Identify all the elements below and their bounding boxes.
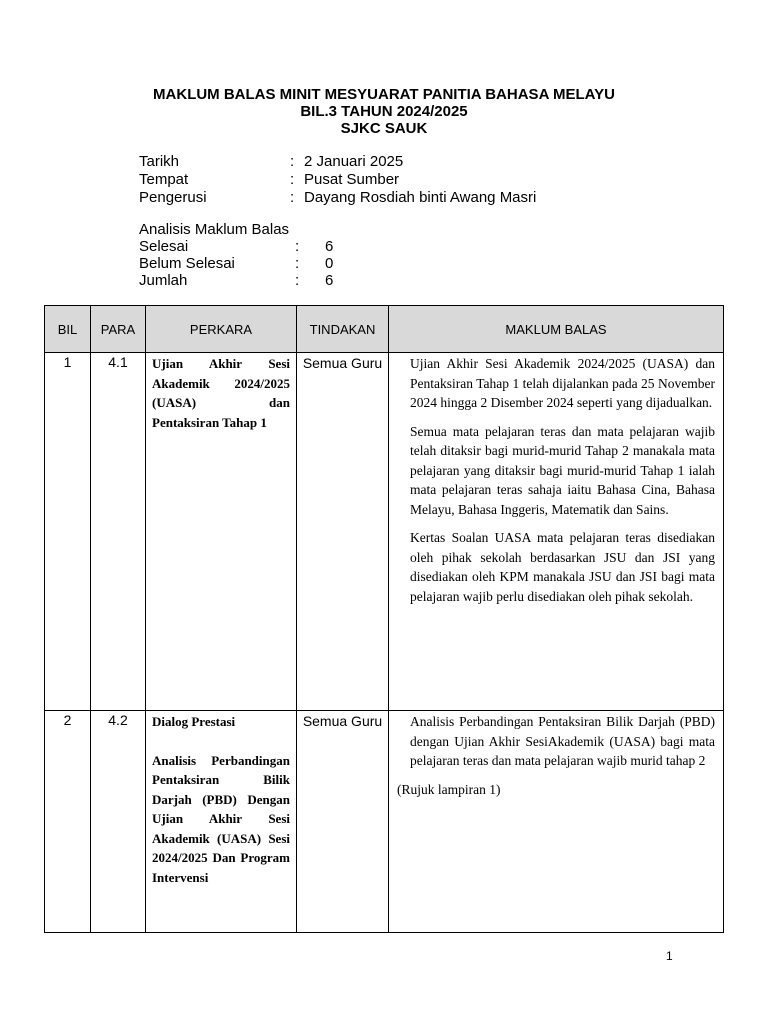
feedback-item [397,528,715,606]
column-header-para: PARA [91,306,146,353]
cell-perkara [146,353,297,711]
cell-tindakan: Semua Guru [297,353,389,711]
table-header-row [45,306,724,353]
perkara-title: Dialog Prestasi [152,714,236,729]
table-row [45,711,724,933]
header-title: MAKLUM BALAS MINIT MESYUARAT PANITIA BAHASA MELAYU [153,86,615,103]
cell-perkara [146,711,297,933]
analisis-colon: : [295,238,300,255]
analisis-value: 6 [325,238,334,255]
info-colon: : [290,171,295,188]
maklum-balas-table [44,305,724,933]
cell-maklum-balas [389,711,724,933]
cell-para: 4.1 [91,353,146,711]
info-label: Tarikh [139,153,180,170]
table-row [45,353,724,711]
cell-maklum-balas [389,353,724,711]
feedback-text: Analisis Perbandingan Pentaksiran Bilik Darjah (PBD) dengan Ujian Akhir SesiAkademik (UASA) bagi mata pelajaran teras dan mata pelajaran wajib murid tahap 2 [410,714,715,768]
cell-bil: 1 [45,353,91,711]
info-colon: : [290,153,295,170]
analisis-colon: : [295,255,300,272]
feedback-item [397,422,715,520]
feedback-item [397,354,715,413]
document-header [0,86,768,137]
analisis-label: Selesai [139,238,189,255]
page-number: 1 [666,949,673,963]
info-label: Pengerusi [139,189,207,206]
column-header-tindakan: TINDAKAN [297,306,389,353]
analisis-label: Belum Selesai [139,255,235,272]
perkara-spacer [152,732,290,751]
feedback-text: Ujian Akhir Sesi Akademik 2024/2025 (UASA) dan Pentaksiran Tahap 1 telah dijalankan pada 25 November 2024 hingga 2 Disember 2024 seperti yang dijadualkan. [410,356,715,410]
feedback-text: Kertas Soalan UASA mata pelajaran teras disediakan oleh pihak sekolah berdasarkan JSU dan JSI yang disediakan oleh KPM manakala JSU dan JSI bagi mata pelajaran wajib perlu disediakan oleh pihak sekolah. [410,530,715,604]
feedback-note: (Rujuk lampiran 1) [397,781,501,797]
info-value: 2 Januari 2025 [304,153,404,170]
info-colon: : [290,189,295,206]
analisis-value: 0 [325,255,334,272]
analisis-label: Jumlah [139,272,188,289]
cell-tindakan: Semua Guru [297,711,389,933]
analisis-colon: : [295,272,300,289]
analisis-title: Analisis Maklum Balas [139,221,290,238]
feedback-text: Semua mata pelajaran teras dan mata pelajaran wajib telah ditaksir bagi murid-murid Tahap 2 manakala mata pelajaran yang ditaksir bagi murid-murid Tahap 1 ialah mata pelajaran teras sahaja iaitu Bahasa Cina, Bahasa Melayu, Bahasa Inggeris, Matematik dan Sains. [410,423,715,517]
info-value: Pusat Sumber [304,171,400,188]
info-label: Tempat [139,171,189,188]
cell-para: 4.2 [91,711,146,933]
info-value: Dayang Rosdiah binti Awang Masri [304,189,537,206]
column-header-maklum-balas: MAKLUM BALAS [389,306,724,353]
header-school: SJKC SAUK [340,120,428,137]
analisis-value: 6 [325,272,334,289]
column-header-bil: BIL [45,306,91,353]
column-header-perkara: PERKARA [146,306,297,353]
cell-bil: 2 [45,711,91,933]
header-bil: BIL.3 TAHUN 2024/2025 [300,103,468,120]
perkara-text: Analisis Perbandingan Pentaksiran Bilik Darjah (PBD) Dengan Ujian Akhir Sesi Akademik (UASA) Sesi 2024/2025 Dan Program Intervensi [152,752,290,885]
perkara-text: Ujian Akhir Sesi Akademik 2024/2025 (UASA) dan Pentaksiran Tahap 1 [152,356,290,430]
feedback-item [397,712,715,771]
